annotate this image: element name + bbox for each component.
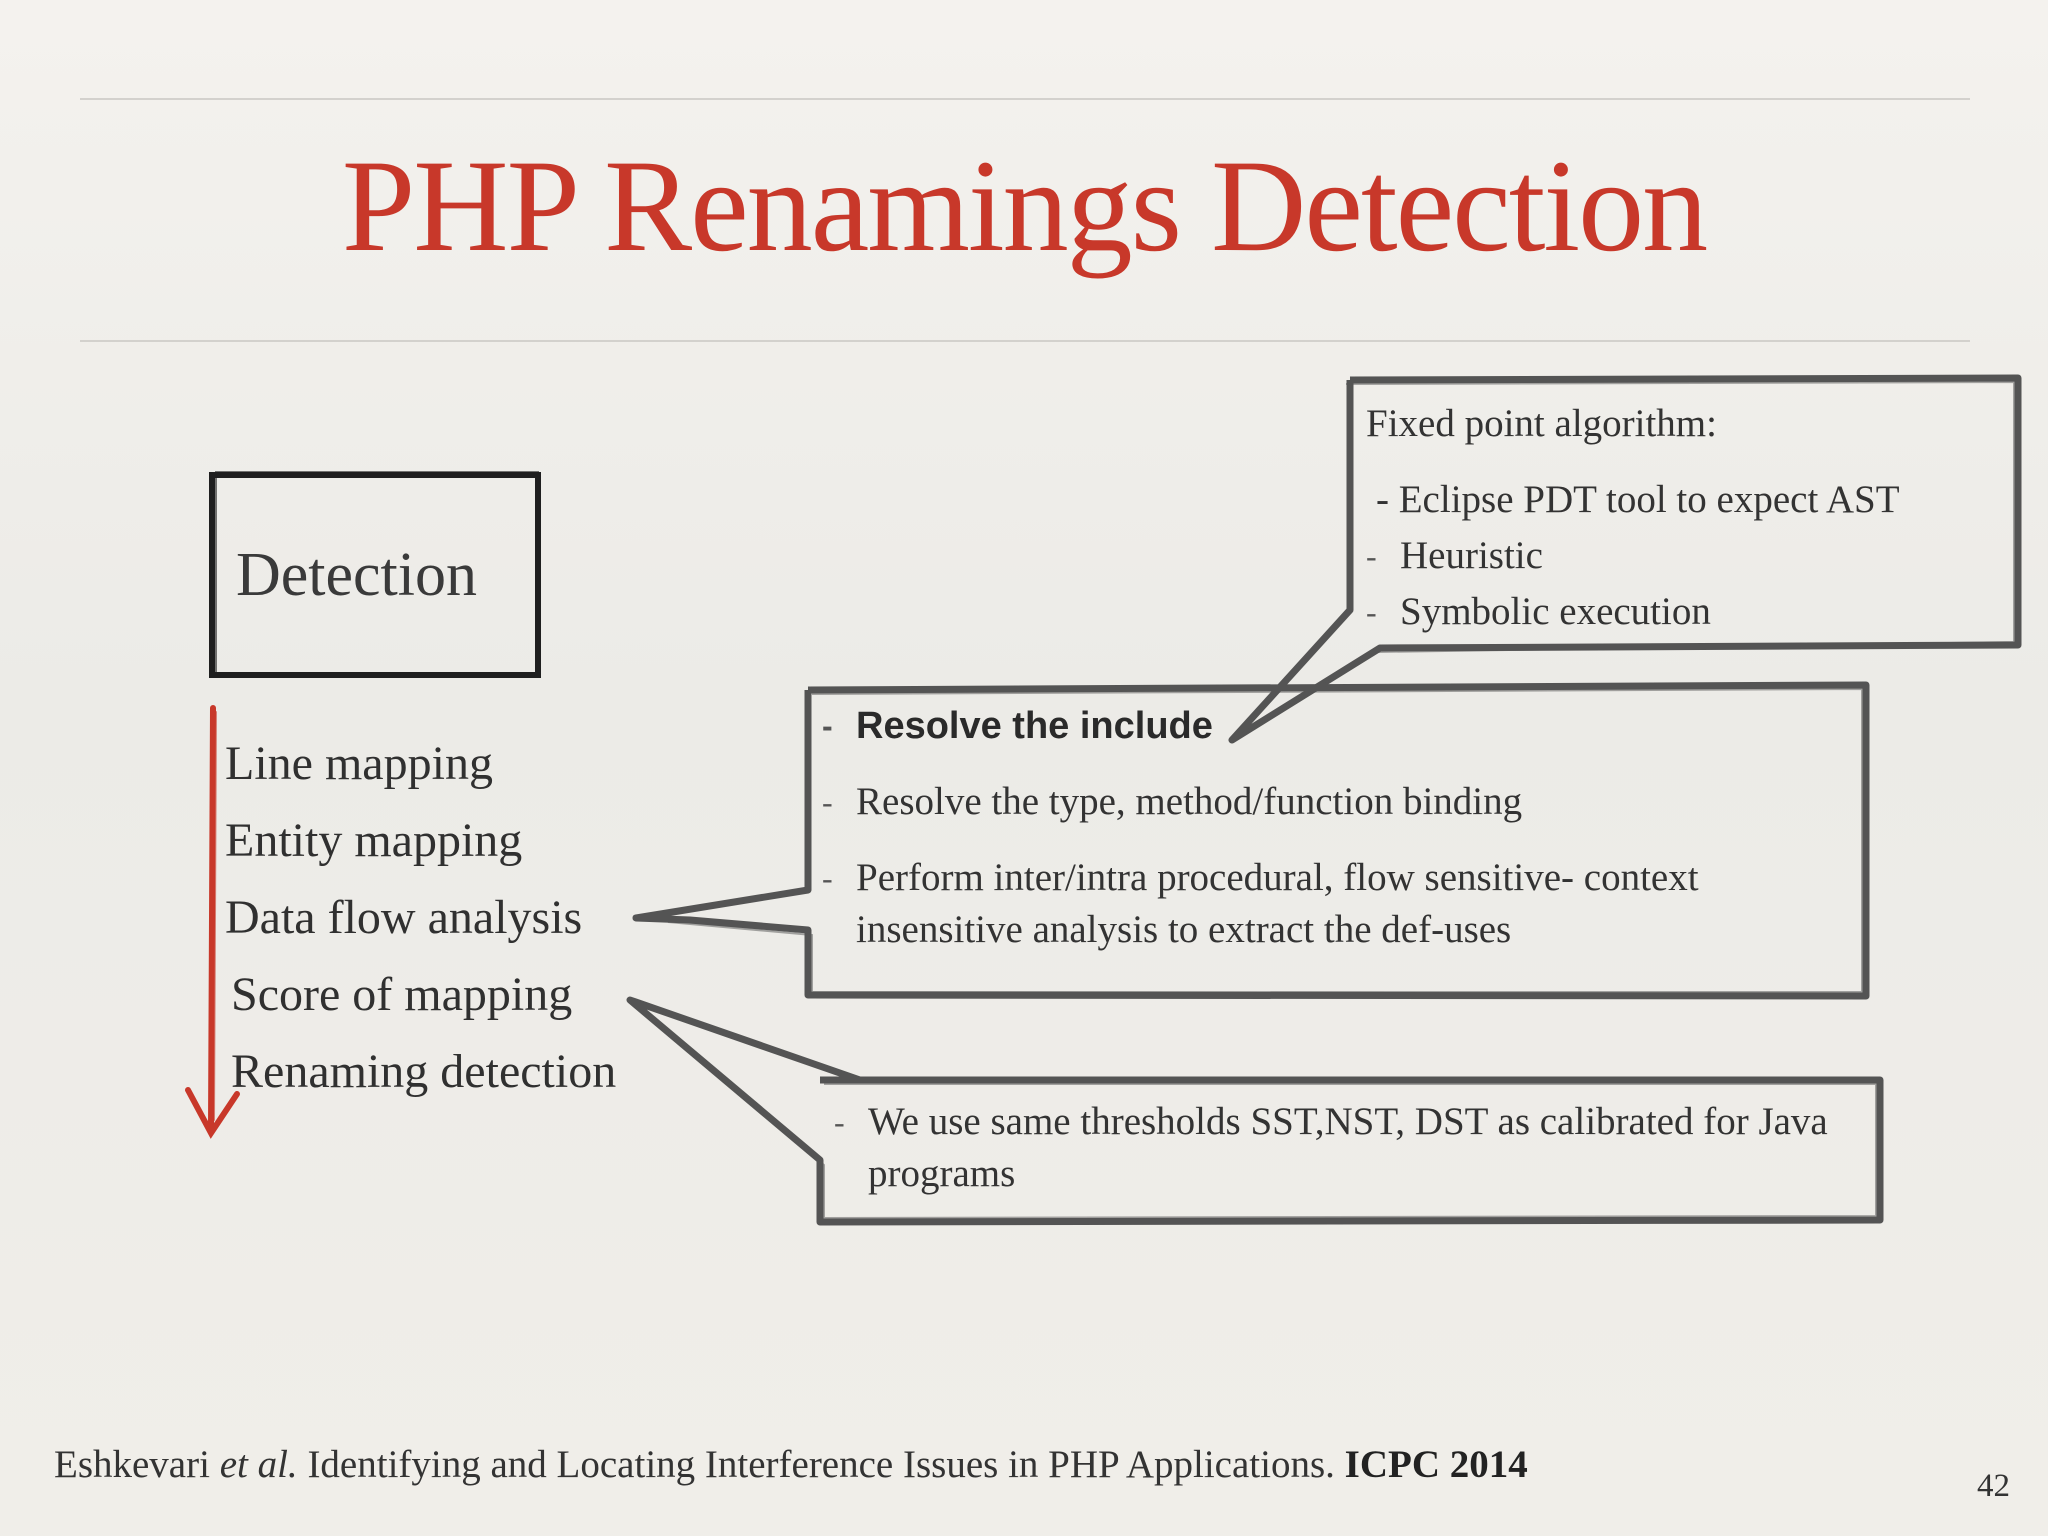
- dash-bullet: -: [822, 860, 833, 896]
- fixed-point-text: [1366, 398, 1900, 640]
- threshold-item: - We use same thresholds SST,NST, DST as calibrated for Java programs: [834, 1096, 1844, 1200]
- citation-etal: et al.: [219, 1443, 298, 1486]
- fixed-point-item: - Eclipse PDT tool to expect AST: [1376, 478, 1900, 521]
- fixed-point-item: - Heuristic: [1366, 528, 1900, 584]
- threshold-text: [834, 1096, 1844, 1200]
- step-renaming-detection: Renaming detection: [231, 1045, 617, 1098]
- citation: [54, 1442, 1528, 1487]
- resolve-item: - Perform inter/intra procedural, flow sensitive- context insensitive analysis to extract the def-uses: [822, 852, 1832, 956]
- detection-label: Detection: [236, 541, 478, 609]
- resolve-item: - Resolve the type, method/function binding: [822, 776, 1832, 828]
- fixed-point-heading: Fixed point algorithm:: [1366, 402, 1717, 445]
- dash-bullet: -: [834, 1104, 845, 1140]
- dash-bullet: -: [1366, 594, 1377, 630]
- slide-title: PHP Renamings Detection: [341, 132, 1707, 279]
- dash-bullet: -: [1366, 538, 1377, 574]
- step-score-of-mapping: Score of mapping: [231, 968, 573, 1021]
- step-entity-mapping: Entity mapping: [225, 814, 523, 867]
- citation-authors: Eshkevari: [54, 1443, 210, 1486]
- resolve-item: - Resolve the include: [822, 700, 1832, 752]
- fixed-point-item: - Symbolic execution: [1366, 584, 1900, 640]
- step-data-flow-analysis: Data flow analysis: [225, 891, 583, 944]
- step-line-mapping: Line mapping: [225, 737, 493, 790]
- dash-bullet: -: [822, 784, 833, 820]
- step-list: [225, 725, 616, 1110]
- resolve-text: [822, 700, 1832, 980]
- citation-venue: ICPC 2014: [1344, 1443, 1528, 1486]
- dash-bullet: -: [822, 708, 833, 744]
- citation-paper: Identifying and Locating Interference Issues in PHP Applications.: [307, 1443, 1335, 1486]
- page-number: 42: [1977, 1468, 2010, 1504]
